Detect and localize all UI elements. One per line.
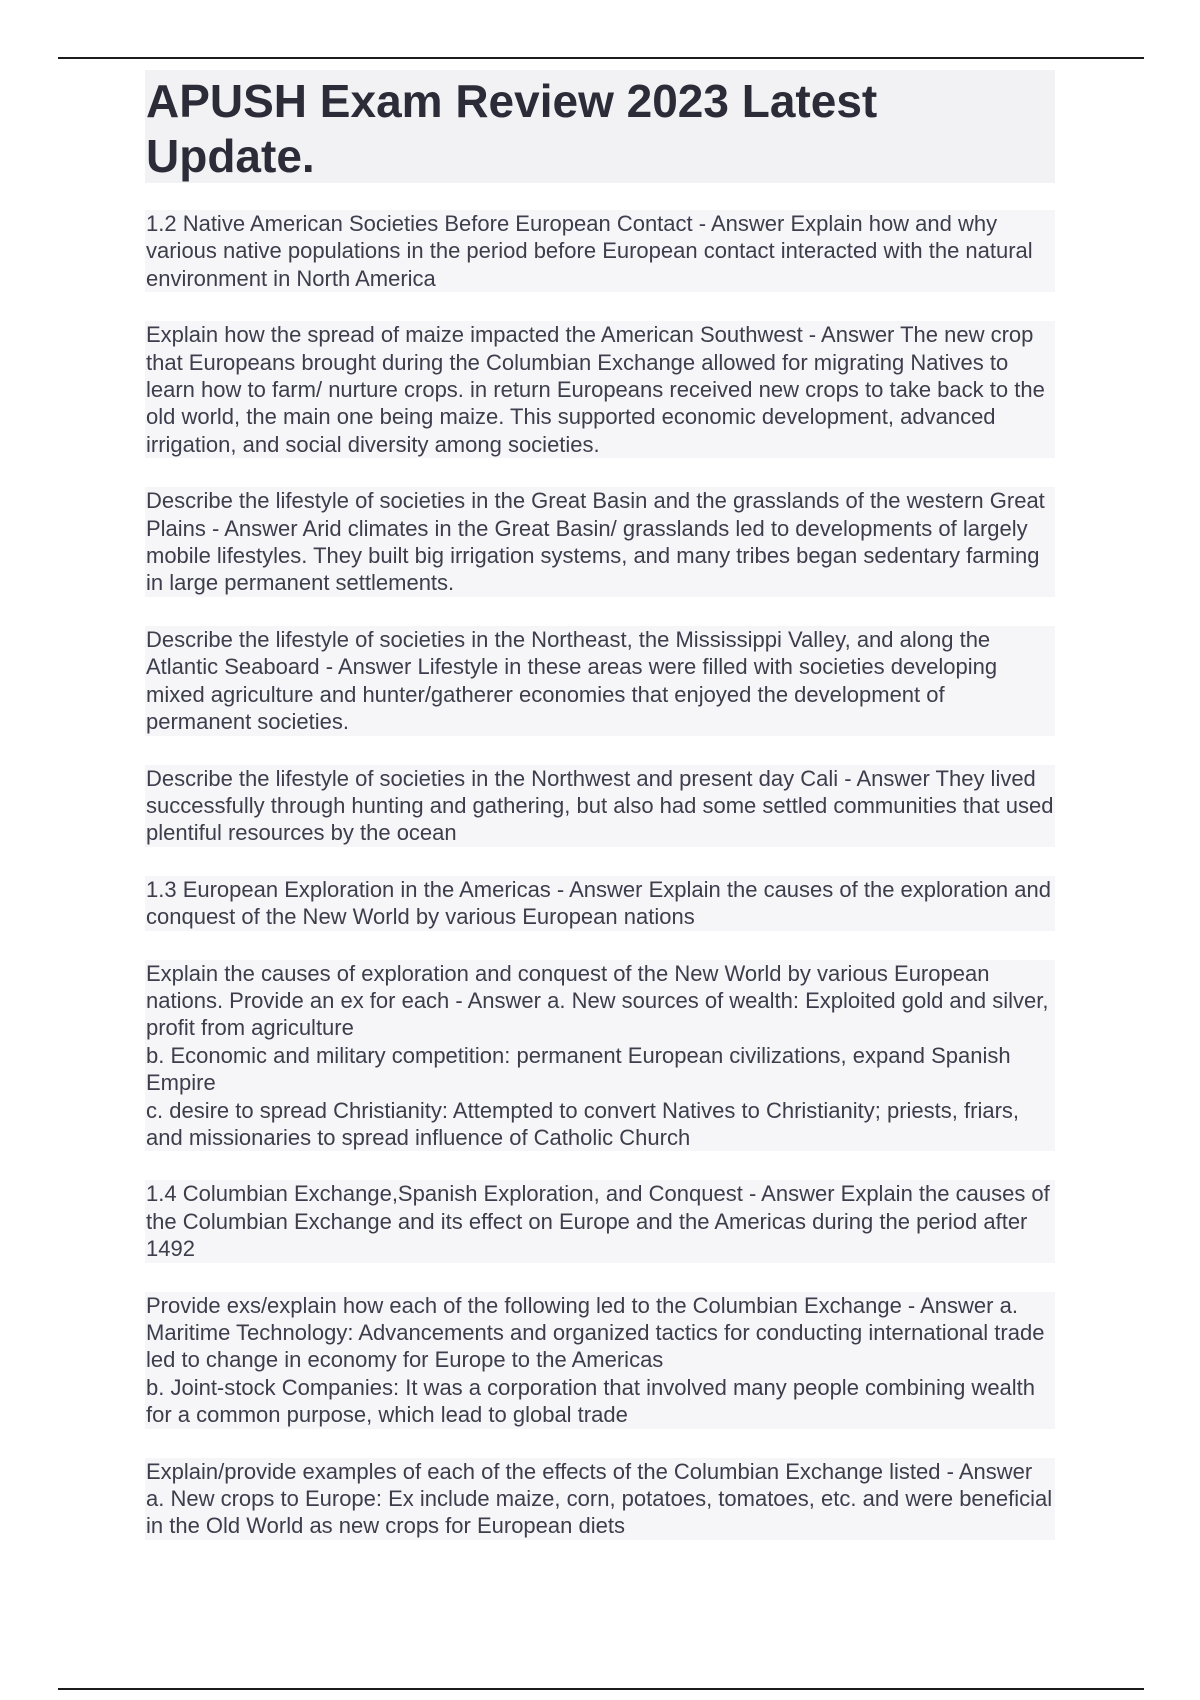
qa-entry-9: Provide exs/explain how each of the following led to the Columbian Exchange - Answer a. Maritime Technology: Advancements and organized tactics for conducting international trade led to change in economy for Europe to the Americas b. Joint-stock Companies: It was a corporation that involved many people combining wealth for a common purpose, which lead to global trade [145, 1292, 1055, 1429]
document-body [145, 210, 1055, 1569]
document-title: APUSH Exam Review 2023 Latest Update. [146, 75, 878, 182]
qa-entry-2: Explain how the spread of maize impacted the American Southwest - Answer The new crop that Europeans brought during the Columbian Exchange allowed for migrating Natives to learn how to farm/ nurture crops. in return Europeans received new crops to take back to the old world, the main one being maize. This supported economic development, advanced irrigation, and social diversity among societies. [145, 321, 1055, 458]
qa-entry-3: Describe the lifestyle of societies in the Great Basin and the grasslands of the western Great Plains - Answer Arid climates in the Great Basin/ grasslands led to developments of largely mobile lifestyles. They built big irrigation systems, and many tribes began sedentary farming in large permanent settlements. [145, 487, 1055, 597]
qa-entry-4: Describe the lifestyle of societies in the Northeast, the Mississippi Valley, and along the Atlantic Seaboard - Answer Lifestyle in these areas were filled with societies developing mixed agriculture and hunter/gatherer economies that enjoyed the development of permanent societies. [145, 626, 1055, 736]
qa-entry-5: Describe the lifestyle of societies in the Northwest and present day Cali - Answer They lived successfully through hunting and gathering, but also had some settled communities that used plentiful resources by the ocean [146, 765, 1054, 846]
title-block [145, 70, 1055, 183]
qa-entry-1: 1.2 Native American Societies Before European Contact - Answer Explain how and why various native populations in the period before European contact interacted with the natural environment in North America [145, 210, 1055, 292]
qa-entry-7: Explain the causes of exploration and conquest of the New World by various European nations. Provide an ex for each - Answer a. New sources of wealth: Exploited gold and silver, profit from agriculture b. Economic and military competition: permanent European civilizations, expand Spanish Empire c. desire to spread Christianity: Attempted to convert Natives to Christianity; priests, friars, and missionaries to spread influence of Catholic Church [145, 960, 1055, 1152]
qa-entry-6: 1.3 European Exploration in the Americas - Answer Explain the causes of the exploration and conquest of the New World by various European nations [145, 876, 1055, 931]
qa-entry-8: 1.4 Columbian Exchange,Spanish Exploration, and Conquest - Answer Explain the causes of the Columbian Exchange and its effect on Europe and the Americas during the period after 1492 [145, 1180, 1055, 1262]
qa-entry-10: Explain/provide examples of each of the effects of the Columbian Exchange listed - Answer a. New crops to Europe: Ex include maize, corn, potatoes, tomatoes, etc. and were beneficial in the Old World as new crops for European diets [145, 1458, 1055, 1540]
bottom-rule [58, 1688, 1144, 1690]
top-rule [58, 57, 1144, 59]
